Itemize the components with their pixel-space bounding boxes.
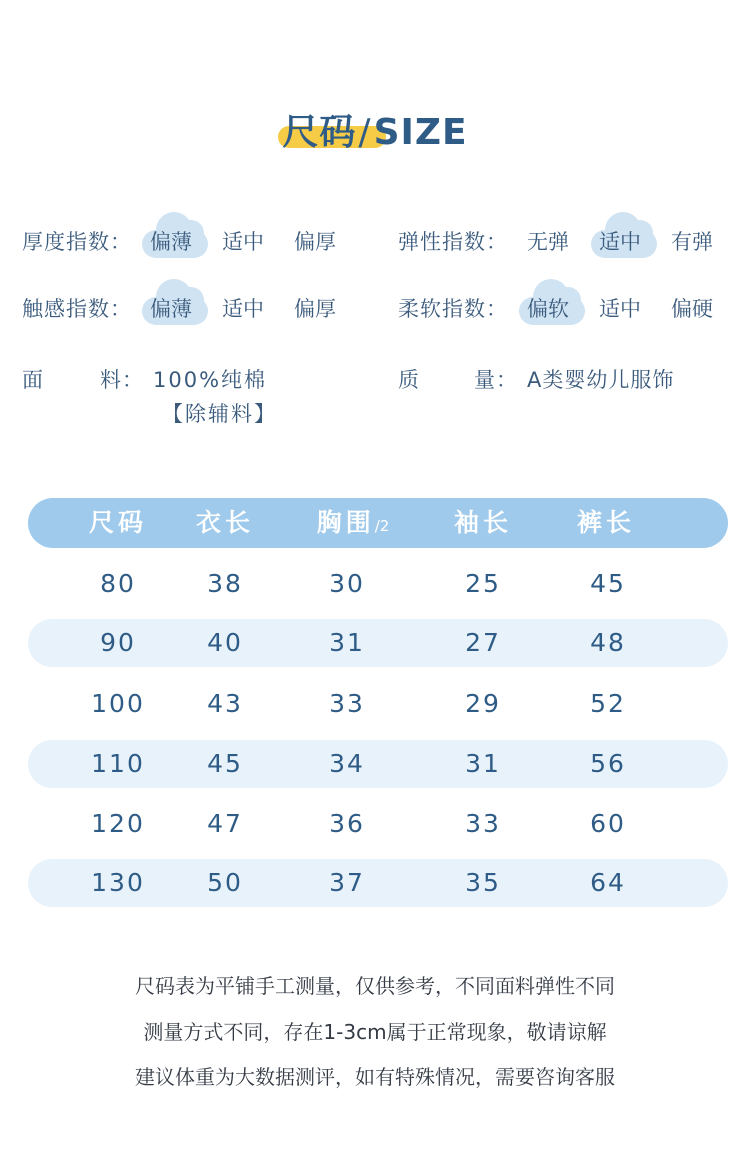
cell-pants: 48 (590, 628, 626, 657)
cell-size: 130 (91, 868, 145, 897)
page-title (0, 104, 750, 164)
header-chest (317, 498, 390, 548)
elasticity-option-3: 有弹 (671, 230, 713, 254)
fabric-label-a: 面 (22, 368, 44, 392)
fabric-label-b: 料： (100, 368, 144, 392)
cell-chest: 30 (329, 569, 365, 598)
header-chest-suffix: /2 (374, 517, 390, 535)
quality-label-a: 质 (398, 368, 420, 392)
touch-label: 触感指数： (22, 297, 132, 321)
elasticity-label: 弹性指数： (398, 230, 508, 254)
cell-size: 80 (100, 569, 136, 598)
cell-sleeve: 25 (465, 569, 501, 598)
cell-size: 100 (91, 689, 145, 718)
cell-size: 120 (91, 809, 145, 838)
cell-chest: 34 (329, 749, 365, 778)
touch-option-2: 适中 (222, 297, 264, 321)
thickness-option-2: 适中 (222, 230, 264, 254)
cell-sleeve: 29 (465, 689, 501, 718)
touch-option-3: 偏厚 (294, 297, 336, 321)
cell-pants: 64 (590, 868, 626, 897)
cell-pants: 56 (590, 749, 626, 778)
cell-size: 90 (100, 628, 136, 657)
cell-length: 38 (207, 569, 243, 598)
size-table-header (28, 498, 728, 548)
cell-chest: 36 (329, 809, 365, 838)
table-row (28, 560, 728, 608)
cell-chest: 37 (329, 868, 365, 897)
header-length: 衣长 (195, 508, 255, 537)
elasticity-option-2: 适中 (599, 230, 641, 254)
note-line-3: 建议体重为大数据测评，如有特殊情况，需要咨询客服 (135, 1065, 615, 1089)
note-line-1: 尺码表为平铺手工测量，仅供参考，不同面料弹性不同 (135, 974, 615, 998)
table-row (28, 800, 728, 848)
cell-chest: 33 (329, 689, 365, 718)
softness-label: 柔软指数： (398, 297, 508, 321)
cell-sleeve: 27 (465, 628, 501, 657)
cell-length: 40 (207, 628, 243, 657)
elasticity-option-1: 无弹 (527, 230, 569, 254)
cell-sleeve: 33 (465, 809, 501, 838)
quality-value: A类婴幼儿服饰 (527, 368, 675, 392)
header-size: 尺码 (88, 508, 148, 537)
cell-chest: 31 (329, 628, 365, 657)
thickness-option-1: 偏薄 (150, 230, 192, 254)
touch-option-1: 偏薄 (150, 297, 192, 321)
cell-pants: 60 (590, 809, 626, 838)
table-row (28, 619, 728, 667)
header-chest-label: 胸围 (316, 508, 375, 537)
title-cn: 尺码 (282, 112, 357, 153)
cell-length: 43 (207, 689, 243, 718)
header-sleeve: 袖长 (453, 508, 513, 537)
cell-sleeve: 31 (465, 749, 501, 778)
quality-label-b: 量： (474, 368, 518, 392)
cell-size: 110 (91, 749, 145, 778)
cell-pants: 45 (590, 569, 626, 598)
softness-option-1: 偏软 (527, 297, 569, 321)
note-line-2: 测量方式不同，存在1-3cm属于正常现象，敬请谅解 (143, 1020, 607, 1044)
title-en: SIZE (373, 112, 468, 153)
fabric-value: 100%纯棉 (153, 368, 268, 392)
table-row (28, 740, 728, 788)
softness-option-2: 适中 (599, 297, 641, 321)
cell-length: 47 (207, 809, 243, 838)
title-slash: / (358, 112, 372, 153)
cell-sleeve: 35 (465, 868, 501, 897)
fabric-note: 【除辅料】 (162, 402, 277, 426)
cell-pants: 52 (590, 689, 626, 718)
cell-length: 45 (207, 749, 243, 778)
table-row (28, 680, 728, 728)
header-pants: 裤长 (576, 508, 636, 537)
thickness-label: 厚度指数： (22, 230, 132, 254)
table-row (28, 859, 728, 907)
softness-option-3: 偏硬 (671, 297, 713, 321)
cell-length: 50 (207, 868, 243, 897)
thickness-option-3: 偏厚 (294, 230, 336, 254)
